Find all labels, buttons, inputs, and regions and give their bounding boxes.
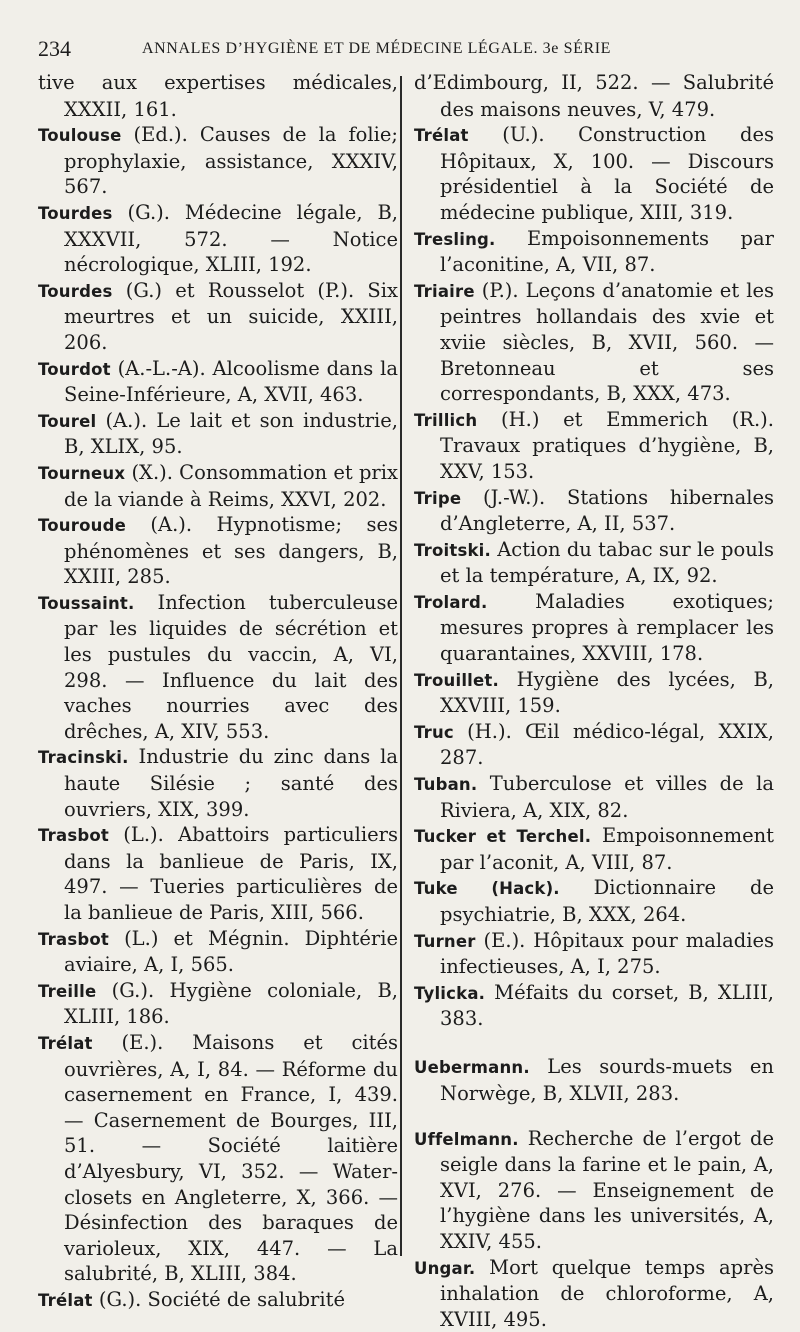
entry-text: (X.). Consommation et prix de la viande à Reims, XXVI, 202. [64, 460, 398, 511]
index-entry [38, 822, 398, 925]
entry-author: Toulouse [38, 126, 122, 146]
index-entry [38, 122, 398, 200]
index-entry [38, 70, 398, 122]
index-entry [414, 667, 774, 719]
entry-text: (U.). Construction des Hôpitaux, X, 100. — Discours présidentiel à la Société de médecine publique, XIII, 319. [440, 123, 774, 224]
entry-author: Trolard. [414, 592, 488, 612]
entry-text: Recherche de l’ergot de seigle dans la farine et le pain, A, XVI, 276. — Enseignement de l’hygiène dans les universités, A, XXIV, 455. [440, 1126, 774, 1254]
entry-author: Touroude [38, 516, 126, 536]
entry-text: Industrie du zinc dans la haute Silésie ; santé des ouvriers, XIX, 399. [64, 745, 398, 821]
entry-author: Truc [414, 722, 454, 742]
entry-text: (E.). Hôpitaux pour maladies infectieuses, A, I, 275. [440, 928, 774, 979]
entry-author: Trélat [38, 1290, 93, 1310]
entry-author: Tourneux [38, 463, 126, 483]
entry-author: Tuke (Hack). [414, 879, 560, 899]
page-header [38, 36, 768, 64]
entry-text: Action du tabac sur le pouls et la température, A, IX, 92. [440, 537, 774, 588]
running-title: ANNALES D’HYGIÈNE ET DE MÉDECINE LÉGALE. 3e SÉRIE [142, 40, 612, 57]
entry-author: Trélat [414, 126, 469, 146]
page-number: 234 [38, 36, 71, 61]
entry-text: (A.-L.-A). Alcoolisme dans la Seine-Inférieure, A, XVII, 463. [64, 356, 398, 407]
entry-text: (G.) et Rousselot (P.). Six meurtres et un suicide, XXIII, 206. [64, 278, 398, 354]
entry-text: (E.). Maisons et cités ouvrières, A, I, 84. — Réforme du casernement en France, I, 439. — Casernement de Bourges, III, 51. — Société laitière d’Alyesbury, VI, 352. — Water-closets en Angleterre, X, 366. — Désinfection des baraques de varioleux, XIX, 447. — La salubrité, B, XLIII, 384. [64, 1030, 398, 1286]
entry-author: Tripe [414, 488, 462, 508]
index-entry [414, 980, 774, 1032]
entry-text: Infection tuberculeuse par les liquides de sécrétion et les pustules du vaccin, A, VI, 298. — Influence du lait des vaches nourries avec des drêches, A, XIV, 553. [64, 590, 398, 743]
entry-author: Tylicka. [414, 983, 486, 1003]
entry-text: (A.). Le lait et son industrie, B, XLIX, 95. [64, 408, 398, 459]
index-entry [414, 928, 774, 980]
entry-text: Méfaits du corset, B, XLIII, 383. [440, 980, 774, 1031]
entry-author: Trasbot [38, 929, 109, 949]
entry-author: Tresling. [414, 229, 496, 249]
entry-text: Hygiène des lycées, B, XXVIII, 159. [440, 667, 774, 718]
index-entry [414, 226, 774, 278]
entry-text: Dictionnaire de psychiatrie, B, XXX, 264. [440, 876, 774, 926]
entry-text: (G.). Hygiène coloniale, B, XLIII, 186. [64, 978, 398, 1029]
index-entry [414, 823, 774, 875]
entry-author: Tourdot [38, 359, 111, 379]
entry-author: Uffelmann. [414, 1129, 519, 1149]
index-entry [38, 512, 398, 590]
entry-text: (L.) et Mégnin. Diphtérie aviaire, A, I, 565. [64, 926, 398, 977]
entry-text: (H.). Œil médico-légal, XXIX, 287. [440, 719, 774, 770]
column-divider [400, 76, 402, 1256]
index-entry [38, 590, 398, 745]
right-column [414, 70, 774, 1332]
entry-author: Triaire [414, 281, 475, 301]
entry-author: Trélat [38, 1033, 93, 1053]
entry-text: Tuberculose et villes de la Riviera, A, XIX, 82. [440, 772, 774, 822]
entry-author: Trouillet. [414, 670, 499, 690]
entry-text: tive aux expertises médicales, XXXII, 161. [38, 71, 398, 121]
index-entry [38, 408, 398, 460]
index-entry [38, 356, 398, 408]
index-entry [414, 537, 774, 589]
index-entry [414, 1126, 774, 1255]
index-entry [38, 978, 398, 1030]
entry-author: Tracinski. [38, 748, 129, 768]
entry-author: Ungar. [414, 1258, 476, 1278]
entry-author: Tuban. [414, 775, 478, 795]
entry-text: (P.). Leçons d’anatomie et les peintres hollandais des xvie et xviie siècles, B, XVII, 560. — Bretonneau et ses correspondants, B, XXX, 473. [440, 278, 774, 406]
left-column [38, 70, 398, 1314]
index-entry [38, 200, 398, 278]
entry-author: Treille [38, 981, 97, 1001]
entry-author: Tourel [38, 411, 97, 431]
index-entry [38, 278, 398, 356]
entry-author: Troitski. [414, 540, 491, 560]
entry-author: Tourdes [38, 281, 113, 301]
entry-author: Uebermann. [414, 1057, 530, 1077]
index-entry [414, 1054, 774, 1106]
entry-author: Tucker et Terchel. [414, 827, 592, 847]
entry-text: (H.) et Emmerich (R.). Travaux pratiques d’hygiène, B, XXV, 153. [440, 407, 774, 483]
index-entry [414, 407, 774, 485]
index-entry [414, 70, 774, 122]
entry-text: d’Edimbourg, II, 522. — Salubrité des maisons neuves, V, 479. [414, 71, 774, 121]
index-entry [414, 278, 774, 407]
index-entry [38, 926, 398, 978]
entry-text: (L.). Abattoirs particuliers dans la banlieue de Paris, IX, 497. — Tueries particulières de la banlieue de Paris, XIII, 566. [64, 823, 398, 924]
index-entry [414, 589, 774, 667]
index-entry [414, 771, 774, 823]
index-entry [38, 1287, 398, 1314]
index-entry [414, 485, 774, 537]
entry-text: (G.). Société de salubrité [92, 1287, 345, 1311]
index-entry [414, 122, 774, 225]
index-entry [414, 719, 774, 771]
index-entry [414, 1255, 774, 1332]
entry-text: (G.). Médecine légale, B, XXXVII, 572. — Notice nécrologique, XLIII, 192. [64, 200, 398, 277]
entry-author: Turner [414, 931, 476, 951]
entry-author: Toussaint. [38, 593, 135, 613]
entry-text: Mort quelque temps après inhalation de chloroforme, A, XVIII, 495. [440, 1255, 774, 1331]
index-entry [38, 460, 398, 512]
entry-text: Maladies exotiques; mesures propres à remplacer les quarantaines, XXVIII, 178. [440, 589, 774, 666]
entry-text: Empoisonnement par l’aconit, A, VIII, 87. [440, 824, 775, 874]
entry-text: (Ed.). Causes de la folie; prophylaxie, assistance, XXXIV, 567. [64, 123, 398, 199]
entry-author: Trasbot [38, 826, 109, 846]
index-entry [38, 744, 398, 822]
entry-author: Tourdes [38, 203, 113, 223]
entry-text: Empoisonnements par l’aconitine, A, VII, 87. [440, 226, 774, 277]
entry-text: Les sourds-muets en Norwège, B, XLVII, 283. [440, 1054, 774, 1105]
index-entry [414, 875, 774, 927]
entry-author: Trillich [414, 410, 478, 430]
entry-text: (A.). Hypnotisme; ses phénomènes et ses dangers, B, XXIII, 285. [64, 513, 398, 589]
index-entry [38, 1030, 398, 1287]
entry-text: (J.-W.). Stations hibernales d’Angleterre, A, II, 537. [440, 485, 774, 536]
